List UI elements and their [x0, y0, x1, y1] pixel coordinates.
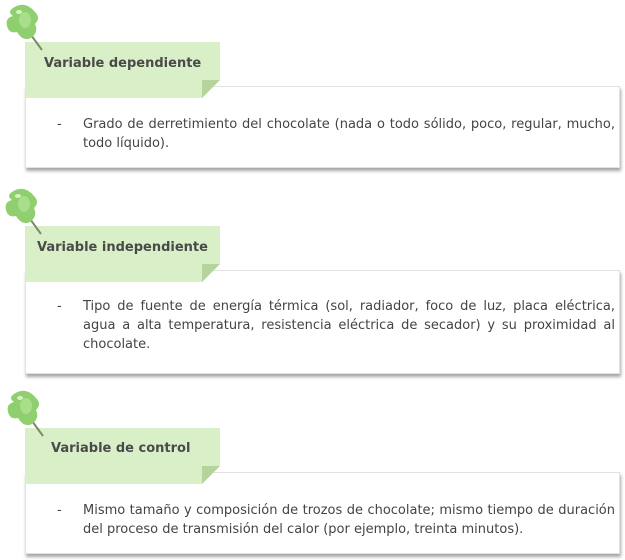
list-item-text: Tipo de fuente de energía térmica (sol, radiador, foco de luz, placa eléctrica, agua a alta temperatura, resistencia eléctrica de secador) y su proximidad al chocolate.: [83, 299, 615, 352]
list-item: [57, 297, 615, 354]
list-item: [57, 501, 615, 539]
pushpin-icon: [5, 2, 49, 52]
list-item-text: Mismo tamaño y composición de trozos de chocolate; mismo tiempo de duración del proceso de transmisión del calor (por ejemplo, treinta minutos).: [83, 503, 615, 537]
pushpin-icon: [6, 388, 50, 438]
list-item-text: Grado de derretimiento del chocolate (nada o todo sólido, poco, regular, mucho, todo líquido).: [83, 117, 615, 151]
list-item: [57, 115, 615, 153]
pushpin-icon: [4, 186, 48, 236]
sticky-note: [25, 428, 220, 484]
section-title: Variable de control: [51, 441, 191, 456]
list-bullet: -: [57, 503, 62, 518]
list-bullet: -: [57, 117, 62, 132]
section-title: Variable dependiente: [44, 56, 202, 71]
list-bullet: -: [57, 299, 62, 314]
section-title: Variable independiente: [37, 240, 208, 255]
